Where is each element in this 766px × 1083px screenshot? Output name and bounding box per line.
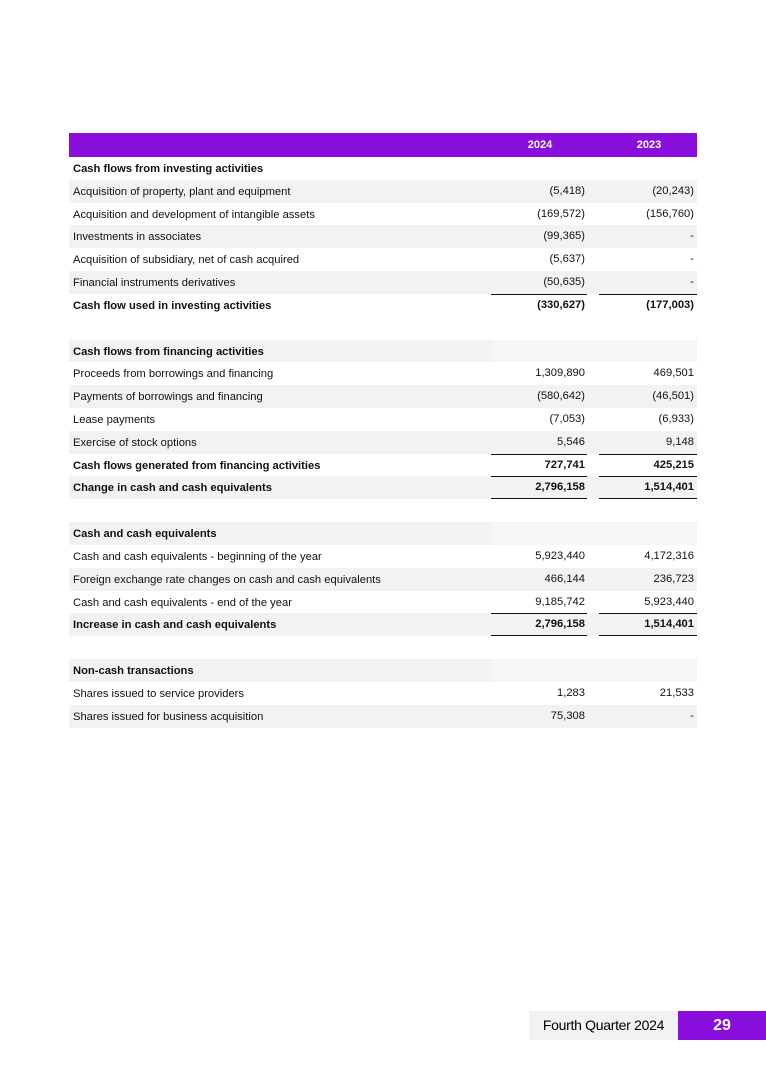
row-label: Acquisition of subsidiary, net of cash acquired [73, 254, 300, 267]
table-row [69, 408, 697, 431]
value-2023: 425,215 [653, 458, 694, 471]
value-2024: 466,144 [544, 572, 585, 585]
subtotal-rule [491, 613, 587, 614]
row-label: Change in cash and cash equivalents [73, 482, 272, 495]
value-2024: (5,637) [549, 253, 585, 266]
total-rule [599, 498, 697, 499]
value-2023: - [690, 230, 694, 243]
value-2023: - [690, 709, 694, 722]
table-row [69, 682, 697, 705]
row-label: Proceeds from borrowings and financing [73, 368, 274, 381]
row-label: Increase in cash and cash equivalents [73, 619, 277, 632]
value-2024: (169,572) [537, 207, 585, 220]
row-label: Cash flows generated from financing activities [73, 459, 321, 472]
row-label: Payments of borrowings and financing [73, 391, 263, 404]
change-row-cash [69, 476, 697, 499]
value-2024: 2,796,158 [535, 618, 585, 631]
spacer [69, 317, 697, 340]
table-header [69, 133, 697, 157]
table-row [69, 180, 697, 203]
subtotal-rule [491, 454, 587, 455]
value-2023: 4,172,316 [644, 549, 694, 562]
subtotal-rule [599, 476, 697, 477]
value-2024: 2,796,158 [535, 481, 585, 494]
row-label: Cash and cash equivalents - end of the year [73, 596, 292, 609]
table-row [69, 705, 697, 728]
spacer [69, 499, 697, 522]
subtotal-rule [599, 454, 697, 455]
value-2024: 75,308 [550, 709, 585, 722]
section-heading-financing [69, 340, 697, 363]
value-2023: 236,723 [653, 572, 694, 585]
row-label: Foreign exchange rate changes on cash and cash equivalents [73, 573, 381, 586]
table-row [69, 385, 697, 408]
value-2023: (46,501) [652, 390, 694, 403]
row-label: Shares issued to service providers [73, 687, 244, 700]
value-2024: (5,418) [549, 184, 585, 197]
section-heading-label: Non-cash transactions [73, 665, 194, 678]
subtotal-rule [491, 476, 587, 477]
spacer [69, 636, 697, 659]
section-heading-cash [69, 522, 697, 545]
total-row-investing [69, 294, 697, 317]
table-row [69, 431, 697, 454]
column-header-2024: 2024 [527, 139, 553, 151]
section-heading-label: Cash flows from financing activities [73, 345, 264, 358]
value-2024: (330,627) [537, 298, 585, 311]
report-title: Fourth Quarter 2024 [529, 1011, 678, 1040]
value-2023: 469,501 [653, 367, 694, 380]
section-heading-noncash [69, 659, 697, 682]
table-row [69, 271, 697, 294]
value-2023: (6,933) [658, 412, 694, 425]
value-2023: (177,003) [646, 298, 694, 311]
subtotal-rule [491, 294, 587, 295]
subtotal-rule [599, 613, 697, 614]
total-rule [491, 498, 587, 499]
value-2024: 5,546 [557, 435, 585, 448]
page-footer [529, 1011, 766, 1040]
section-heading-label: Cash flows from investing activities [73, 163, 264, 175]
row-label: Investments in associates [73, 231, 202, 244]
cash-flow-table [69, 133, 697, 728]
table-row [69, 203, 697, 226]
value-2024: (580,642) [537, 390, 585, 403]
value-2024: 9,185,742 [535, 595, 585, 608]
value-2024: (7,053) [549, 412, 585, 425]
value-2024: 727,741 [544, 458, 585, 471]
row-label: Acquisition and development of intangible assets [73, 208, 315, 221]
table-row [69, 568, 697, 591]
value-2023: - [690, 253, 694, 266]
row-label: Shares issued for business acquisition [73, 710, 264, 723]
total-rule [491, 635, 587, 636]
column-header-2023: 2023 [636, 139, 662, 151]
row-label: Cash flow used in investing activities [73, 299, 272, 312]
value-2023: (20,243) [652, 184, 694, 197]
value-2023: 1,514,401 [644, 618, 694, 631]
row-label: Financial instruments derivatives [73, 276, 236, 289]
table-row [69, 591, 697, 614]
row-label: Lease payments [73, 413, 156, 426]
subtotal-rule [599, 294, 697, 295]
table-row [69, 248, 697, 271]
value-2023: 21,533 [659, 686, 694, 699]
page-number: 29 [678, 1011, 766, 1040]
section-heading-investing [69, 157, 697, 180]
value-2023: 9,148 [666, 435, 694, 448]
value-2023: - [690, 275, 694, 288]
table-row [69, 362, 697, 385]
row-label: Acquisition of property, plant and equipment [73, 185, 291, 198]
value-2024: 5,923,440 [535, 549, 585, 562]
table-row [69, 545, 697, 568]
value-2023: 1,514,401 [644, 481, 694, 494]
value-2023: 5,923,440 [644, 595, 694, 608]
row-label: Exercise of stock options [73, 436, 197, 449]
value-2023: (156,760) [646, 207, 694, 220]
total-row-cash [69, 613, 697, 636]
total-rule [599, 635, 697, 636]
value-2024: 1,283 [557, 686, 585, 699]
value-2024: 1,309,890 [535, 367, 585, 380]
section-heading-label: Cash and cash equivalents [73, 528, 217, 541]
value-2024: (50,635) [543, 275, 585, 288]
table-row [69, 225, 697, 248]
total-row-financing [69, 454, 697, 477]
row-label: Cash and cash equivalents - beginning of the year [73, 550, 322, 563]
value-2024: (99,365) [543, 230, 585, 243]
